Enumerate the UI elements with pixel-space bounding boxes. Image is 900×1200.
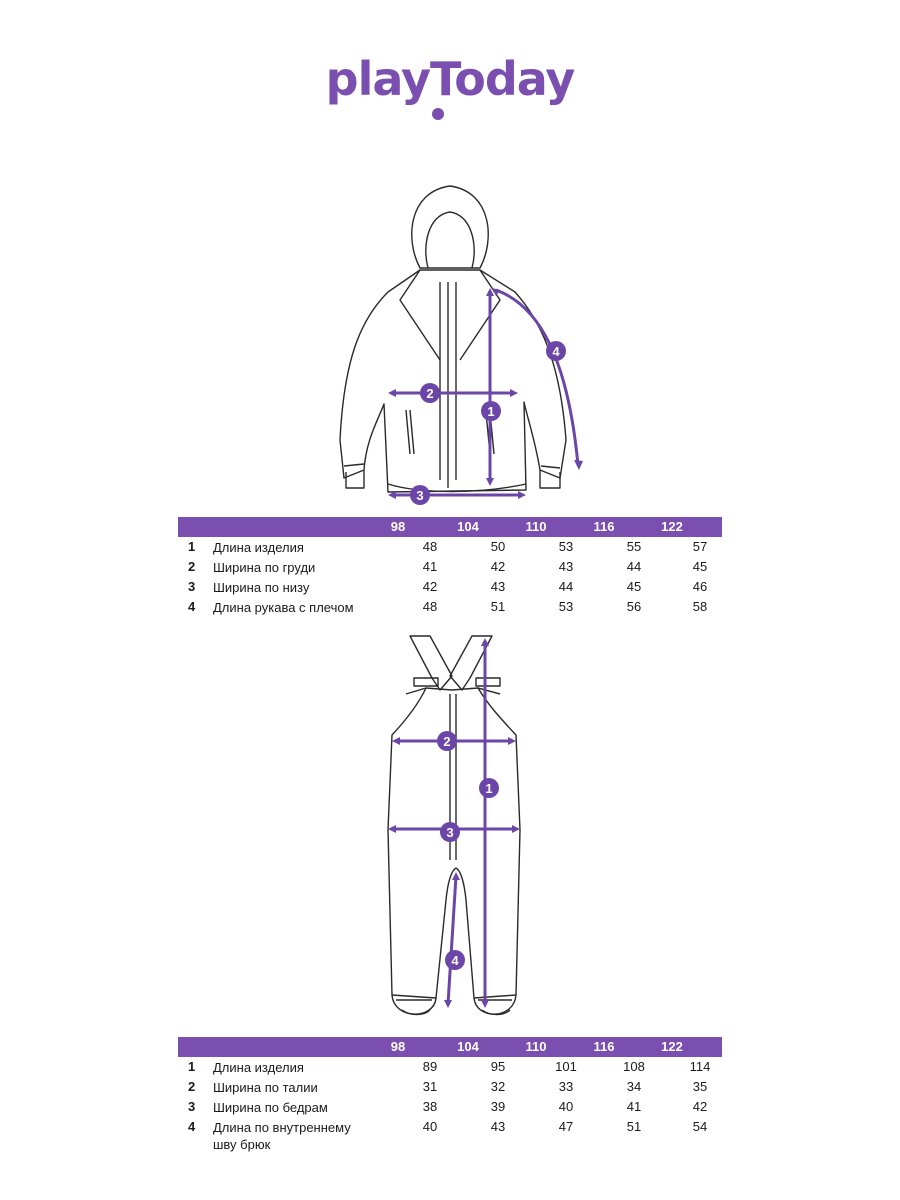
table-cell: 89 bbox=[422, 1059, 438, 1074]
row-label: Длина рукава с плечом bbox=[213, 600, 354, 615]
jacket-size-104: 104 bbox=[457, 519, 479, 534]
table-row bbox=[178, 557, 722, 577]
table-cell: 41 bbox=[626, 1099, 642, 1114]
table-cell: 57 bbox=[692, 539, 708, 554]
table-row bbox=[178, 577, 722, 597]
table-cell: 53 bbox=[558, 539, 574, 554]
table-cell: 44 bbox=[626, 559, 642, 574]
jacket-marker-4: 4 bbox=[552, 344, 560, 359]
row-label: Ширина по бедрам bbox=[213, 1100, 328, 1115]
overalls-size-110: 110 bbox=[525, 1039, 547, 1054]
logo-dot bbox=[432, 108, 444, 120]
table-cell: 31 bbox=[422, 1079, 438, 1094]
table-cell: 51 bbox=[626, 1119, 642, 1134]
row-number: 1 bbox=[188, 1059, 196, 1074]
row-number: 4 bbox=[188, 1119, 196, 1134]
table-cell: 56 bbox=[626, 599, 642, 614]
table-cell: 95 bbox=[490, 1059, 506, 1074]
table-cell: 32 bbox=[490, 1079, 506, 1094]
row-label: Ширина по талии bbox=[213, 1080, 318, 1095]
jacket-size-122: 122 bbox=[661, 519, 683, 534]
jacket-size-98: 98 bbox=[390, 519, 406, 534]
table-cell: 41 bbox=[422, 559, 438, 574]
table-row bbox=[178, 1057, 722, 1077]
table-row bbox=[178, 1077, 722, 1097]
table-cell: 44 bbox=[558, 579, 574, 594]
table-cell: 51 bbox=[490, 599, 506, 614]
table-cell: 45 bbox=[692, 559, 708, 574]
table-cell: 47 bbox=[558, 1119, 574, 1134]
table-cell: 43 bbox=[558, 559, 574, 574]
table-cell: 42 bbox=[692, 1099, 708, 1114]
table-cell: 34 bbox=[626, 1079, 642, 1094]
table-cell: 108 bbox=[623, 1059, 645, 1074]
row-label: Ширина по низу bbox=[213, 580, 310, 595]
table-cell: 46 bbox=[692, 579, 708, 594]
jacket-size-table bbox=[178, 517, 722, 617]
table-cell: 53 bbox=[558, 599, 574, 614]
overalls-diagram bbox=[0, 628, 900, 1033]
table-cell: 33 bbox=[558, 1079, 574, 1094]
table-cell: 43 bbox=[490, 579, 506, 594]
table-row bbox=[178, 1117, 722, 1157]
table-cell: 48 bbox=[422, 599, 438, 614]
jacket-body bbox=[340, 270, 566, 492]
overalls-size-table bbox=[178, 1037, 722, 1157]
table-cell: 42 bbox=[422, 579, 438, 594]
table-cell: 48 bbox=[422, 539, 438, 554]
table-cell: 43 bbox=[490, 1119, 506, 1134]
table-row bbox=[178, 597, 722, 617]
overalls-size-98: 98 bbox=[390, 1039, 406, 1054]
row-number: 2 bbox=[188, 559, 196, 574]
overalls-strap-left bbox=[410, 636, 452, 690]
jacket-marker-2: 2 bbox=[426, 386, 434, 401]
table-cell: 40 bbox=[558, 1099, 574, 1114]
table-cell: 39 bbox=[490, 1099, 506, 1114]
overalls-markers bbox=[437, 731, 499, 970]
overalls-size-header bbox=[178, 1037, 722, 1057]
jacket-diagram bbox=[0, 180, 900, 510]
jacket-size-110: 110 bbox=[525, 519, 547, 534]
table-cell: 35 bbox=[692, 1079, 708, 1094]
jacket-size-header bbox=[178, 517, 722, 537]
overalls-size-116: 116 bbox=[593, 1039, 615, 1054]
overalls-marker-4: 4 bbox=[451, 953, 459, 968]
table-row bbox=[178, 537, 722, 557]
table-cell: 50 bbox=[490, 539, 506, 554]
row-number: 3 bbox=[188, 579, 196, 594]
table-cell: 40 bbox=[422, 1119, 438, 1134]
overalls-size-122: 122 bbox=[661, 1039, 683, 1054]
table-cell: 42 bbox=[490, 559, 506, 574]
jacket-size-116: 116 bbox=[593, 519, 615, 534]
overalls-marker-2: 2 bbox=[443, 734, 451, 749]
row-number: 4 bbox=[188, 599, 196, 614]
table-cell: 38 bbox=[422, 1099, 438, 1114]
table-cell: 101 bbox=[555, 1059, 577, 1074]
brand-name: playToday bbox=[325, 52, 575, 106]
row-number: 1 bbox=[188, 539, 196, 554]
jacket-marker-3: 3 bbox=[416, 488, 424, 503]
row-label: Длина изделия bbox=[213, 1060, 304, 1075]
overalls-size-104: 104 bbox=[457, 1039, 479, 1054]
row-number: 2 bbox=[188, 1079, 196, 1094]
row-label: Ширина по груди bbox=[213, 560, 316, 575]
table-cell: 58 bbox=[692, 599, 708, 614]
row-number: 3 bbox=[188, 1099, 196, 1114]
table-cell: 114 bbox=[689, 1059, 711, 1074]
overalls-marker-1: 1 bbox=[485, 781, 493, 796]
table-row bbox=[178, 1097, 722, 1117]
table-cell: 45 bbox=[626, 579, 642, 594]
table-cell: 54 bbox=[692, 1119, 708, 1134]
jacket-marker-1: 1 bbox=[487, 404, 495, 419]
jacket-hood bbox=[412, 186, 488, 268]
row-label: Длина по внутреннему шву брюк bbox=[213, 1120, 351, 1152]
row-label: Длина изделия bbox=[213, 540, 304, 555]
table-cell: 55 bbox=[626, 539, 642, 554]
overalls-marker-3: 3 bbox=[446, 825, 454, 840]
